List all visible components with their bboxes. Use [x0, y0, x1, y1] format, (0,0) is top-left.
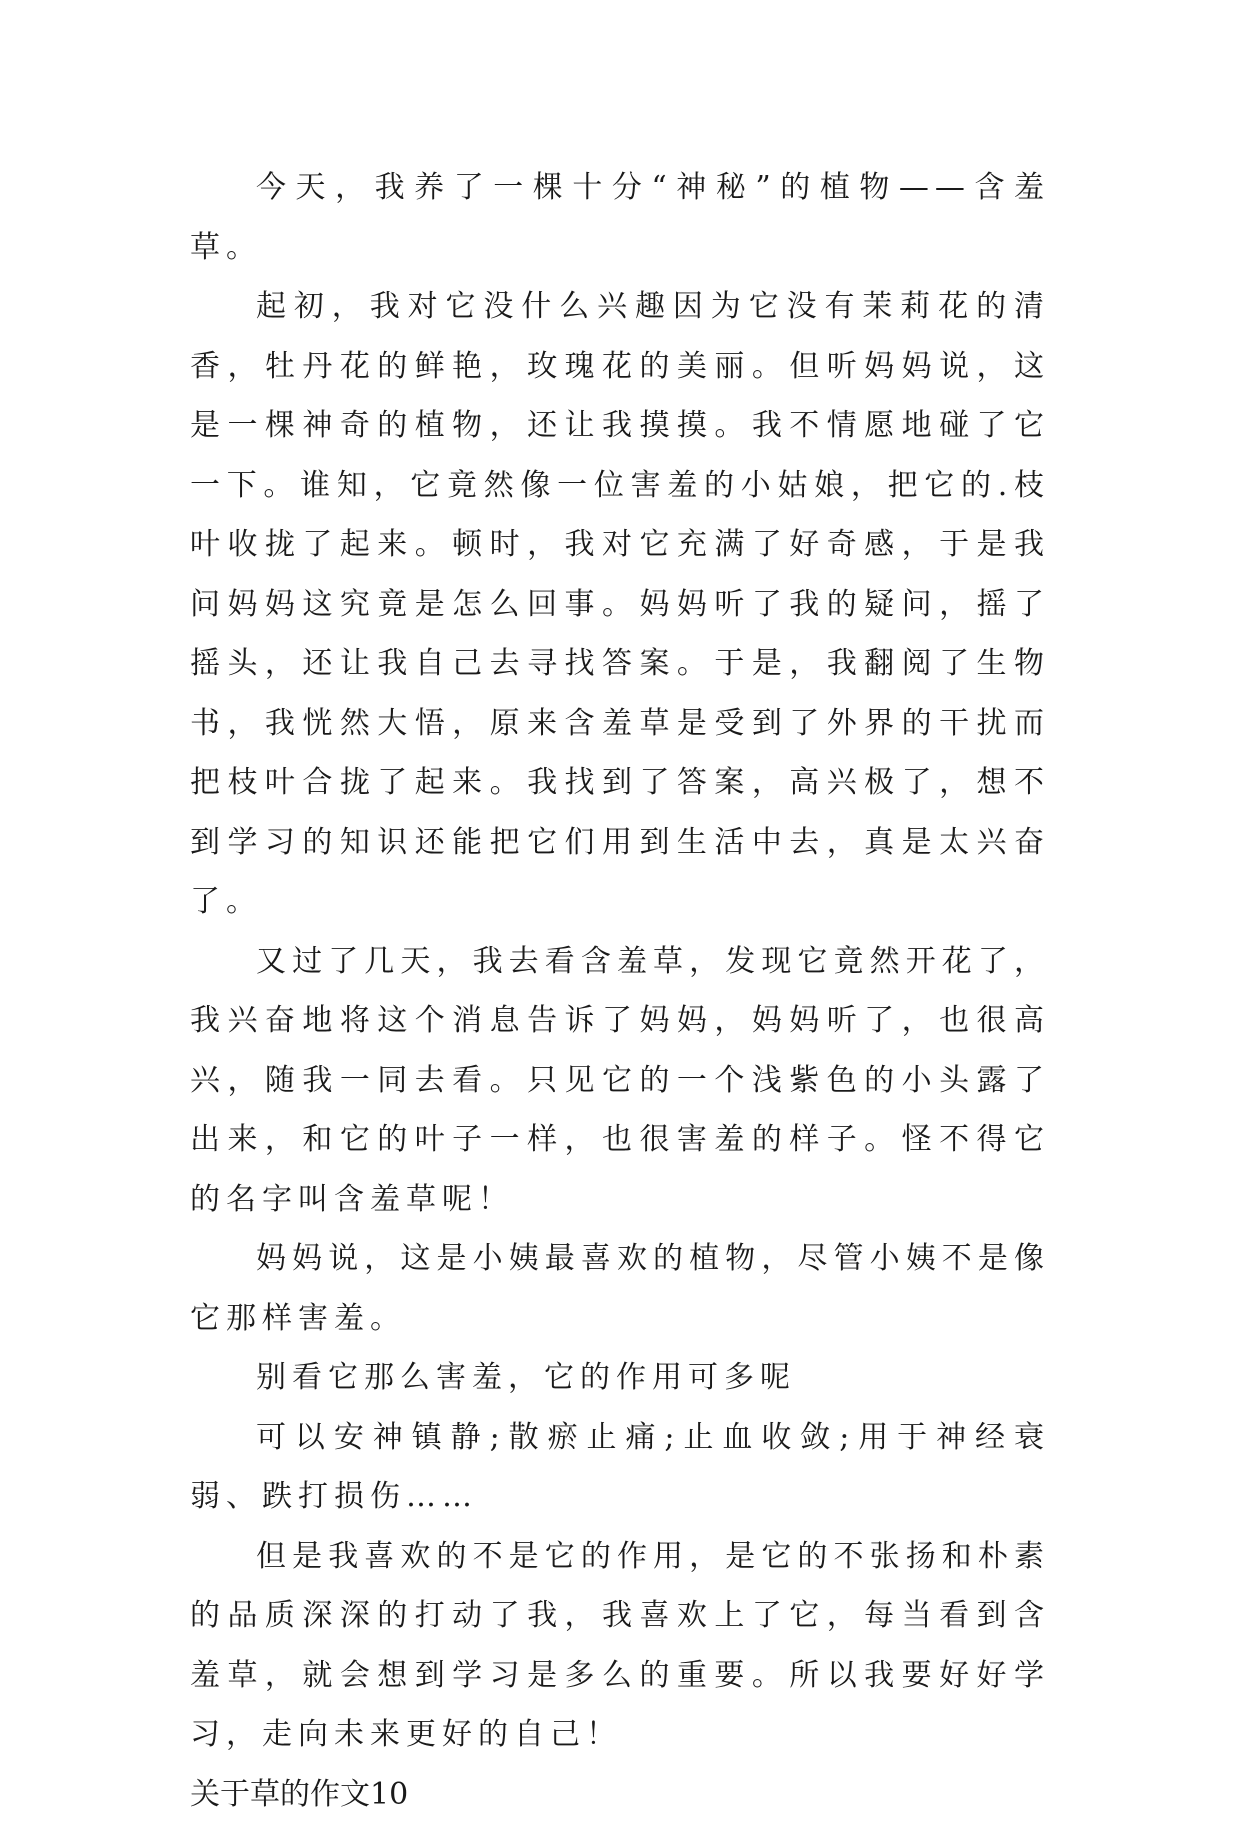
- paragraph-4: 妈妈说，这是小姨最喜欢的植物，尽管小姨不是像它那样害羞。: [190, 1229, 1050, 1348]
- paragraph-5: 别看它那么害羞，它的作用可多呢: [190, 1348, 1050, 1408]
- next-essay-heading: 关于草的作文10: [190, 1765, 1050, 1824]
- paragraph-1: 今天，我养了一棵十分“神秘”的植物——含羞草。: [190, 158, 1050, 277]
- paragraph-7: 但是我喜欢的不是它的作用，是它的不张扬和朴素的品质深深的打动了我，我喜欢上了它，每当看到含羞草，就会想到学习是多么的重要。所以我要好好学习，走向未来更好的自己！: [190, 1527, 1050, 1765]
- paragraph-3: 又过了几天，我去看含羞草，发现它竟然开花了，我兴奋地将这个消息告诉了妈妈，妈妈听了，也很高兴，随我一同去看。只见它的一个浅紫色的小头露了出来，和它的叶子一样，也很害羞的样子。怪不得它的名字叫含羞草呢！: [190, 932, 1050, 1230]
- paragraph-6: 可以安神镇静;散瘀止痛;止血收敛;用于神经衰弱、跌打损伤……: [190, 1408, 1050, 1527]
- paragraph-2: 起初，我对它没什么兴趣因为它没有茉莉花的清香，牡丹花的鲜艳，玫瑰花的美丽。但听妈妈说，这是一棵神奇的植物，还让我摸摸。我不情愿地碰了它一下。谁知，它竟然像一位害羞的小姑娘，把它的.枝叶收拢了起来。顿时，我对它充满了好奇感，于是我问妈妈这究竟是怎么回事。妈妈听了我的疑问，摇了摇头，还让我自己去寻找答案。于是，我翻阅了生物书，我恍然大悟，原来含羞草是受到了外界的干扰而把枝叶合拢了起来。我找到了答案，高兴极了，想不到学习的知识还能把它们用到生活中去，真是太兴奋了。: [190, 277, 1050, 932]
- article-body: [190, 158, 1050, 1824]
